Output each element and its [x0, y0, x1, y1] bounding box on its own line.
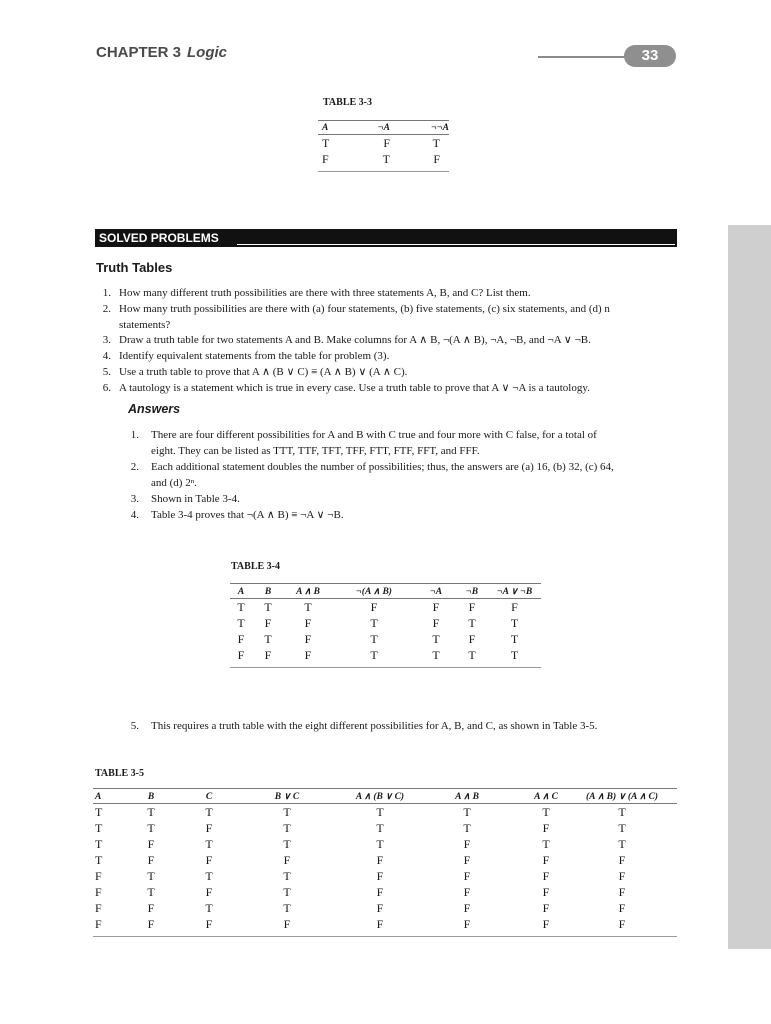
answer-number: 1.: [130, 429, 139, 441]
table-cell: F: [147, 837, 155, 851]
table-cell: F: [147, 901, 155, 915]
answer-item: [121, 427, 681, 459]
table-cell: T: [264, 632, 272, 646]
table-cell: F: [463, 885, 471, 899]
column-header: A ∧ (B ∨ C): [351, 789, 409, 804]
table-cell: F: [618, 869, 626, 883]
problem-number: 4.: [102, 350, 111, 362]
column-header: ¬A: [332, 121, 390, 135]
table-cell: T: [95, 821, 103, 835]
table-cell: F: [284, 647, 332, 668]
table-row: [93, 884, 677, 900]
column-header: ¬(A ∧ B): [332, 584, 416, 599]
table-cell: T: [488, 647, 541, 668]
table-cell: F: [93, 916, 107, 937]
answer-number: 5.: [130, 720, 139, 732]
table-cell: T: [205, 869, 213, 883]
section-title: SOLVED PROBLEMS: [99, 231, 219, 245]
table-row: [93, 900, 677, 916]
table-header-row: [318, 121, 449, 135]
table-cell: T: [95, 805, 103, 819]
table-cell: T: [205, 805, 213, 819]
table-cell: T: [283, 805, 291, 819]
table-cell: F: [283, 853, 291, 867]
table-row: [230, 615, 541, 631]
table-cell: T: [332, 151, 390, 172]
problem-item: [93, 380, 693, 396]
table-cell: F: [463, 869, 471, 883]
column-header: ¬A ∨ ¬B: [488, 584, 541, 599]
table-cell: F: [542, 821, 550, 835]
table-cell: T: [463, 821, 471, 835]
table-cell: T: [468, 616, 476, 630]
table-cell: T: [95, 853, 103, 867]
table-cell: F: [237, 632, 245, 646]
problem-text: A tautology is a statement which is true in every case. Use a truth table to prove that A ∨ ¬A is a tautology.: [119, 382, 590, 394]
table-cell: T: [332, 647, 416, 668]
problem-text: How many different truth possibilities are there with three statements A, B, and C? List them.: [119, 287, 531, 299]
table-cell: F: [376, 853, 384, 867]
table-cell: T: [283, 901, 291, 915]
table-cell: T: [618, 837, 626, 851]
column-header: A: [93, 789, 107, 804]
table-cell: T: [542, 805, 550, 819]
table-3-3-caption: TABLE 3-3: [323, 97, 372, 108]
table-cell: T: [283, 885, 291, 899]
table-cell: F: [107, 916, 195, 937]
answer-item: [121, 718, 681, 734]
problem-text: How many truth possibilities are there with (a) four statements, (b) five statements, (c) six statements, and (d) n: [119, 303, 610, 315]
table-cell: T: [147, 885, 155, 899]
table-cell: F: [205, 885, 213, 899]
column-header: A ∧ C: [525, 789, 567, 804]
table-cell: T: [463, 805, 471, 819]
table-cell: T: [322, 136, 330, 150]
table-cell: T: [376, 805, 384, 819]
table-cell: T: [542, 837, 550, 851]
table-cell: T: [618, 821, 626, 835]
problem-text: Draw a truth table for two statements A and B. Make columns for A ∧ B, ¬(A ∧ B), ¬A, ¬B, and ¬A ∨ ¬B.: [119, 334, 591, 346]
table-row: [93, 916, 677, 937]
table-cell: F: [468, 600, 476, 614]
table-cell: F: [252, 647, 284, 668]
table-cell: F: [409, 916, 525, 937]
table-cell: T: [376, 821, 384, 835]
table-cell: F: [390, 151, 449, 172]
table-row: [93, 820, 677, 836]
column-header: ¬¬A: [390, 121, 449, 135]
table-cell: T: [456, 647, 488, 668]
table-cell: F: [264, 616, 272, 630]
table-3-5: [93, 788, 677, 937]
table-cell: F: [511, 600, 518, 614]
table-cell: F: [463, 837, 471, 851]
table-cell: T: [95, 837, 103, 851]
table-row: [318, 135, 449, 152]
table-cell: F: [525, 916, 567, 937]
table-cell: F: [351, 916, 409, 937]
table-cell: F: [376, 885, 384, 899]
table-cell: F: [223, 916, 351, 937]
table-cell: F: [542, 869, 550, 883]
table-header-row: [230, 584, 541, 599]
table-cell: T: [283, 837, 291, 851]
table-cell: T: [432, 136, 440, 150]
answer-text: This requires a truth table with the eight different possibilities for A, B, and C, as shown in Table 3-5.: [151, 720, 598, 732]
table-cell: F: [376, 869, 384, 883]
table-cell: T: [416, 647, 456, 668]
table-cell: F: [318, 151, 332, 172]
table-cell: F: [468, 632, 476, 646]
problem-text: Use a truth table to prove that A ∧ (B ∨ C) ≡ (A ∧ B) ∨ (A ∧ C).: [119, 366, 408, 378]
answer-text: Shown in Table 3-4.: [151, 493, 240, 505]
table-3-5-caption: TABLE 3-5: [95, 768, 144, 779]
problem-item: [93, 348, 693, 364]
table-row: [318, 151, 449, 172]
table-cell: F: [618, 853, 626, 867]
table-row: [230, 647, 541, 668]
subheading: Truth Tables: [96, 260, 173, 275]
table-row: [93, 804, 677, 821]
answer-text: and (d) 2ⁿ.: [151, 477, 197, 489]
answer-number: 4.: [130, 509, 139, 521]
table-cell: F: [95, 885, 102, 899]
table-cell: T: [147, 805, 155, 819]
table-row: [93, 852, 677, 868]
table-cell: T: [237, 600, 245, 614]
column-header: C: [195, 789, 223, 804]
table-cell: T: [205, 901, 213, 915]
table-cell: T: [370, 616, 378, 630]
table-cell: F: [463, 901, 471, 915]
page-number: 33: [624, 45, 676, 67]
answers-heading: Answers: [128, 402, 181, 416]
column-header: A ∧ B: [284, 584, 332, 599]
answer-number: 2.: [130, 461, 139, 473]
problem-item: [93, 285, 693, 301]
problem-number: 5.: [102, 366, 111, 378]
table-cell: T: [205, 837, 213, 851]
table-cell: F: [567, 916, 677, 937]
table-cell: T: [376, 837, 384, 851]
column-header: ¬A: [416, 584, 456, 599]
table-cell: F: [376, 901, 384, 915]
table-cell: T: [370, 632, 378, 646]
answer-item: [121, 491, 681, 507]
table-cell: F: [95, 869, 102, 883]
table-cell: F: [147, 853, 155, 867]
table-cell: T: [432, 632, 440, 646]
table-cell: F: [95, 901, 102, 915]
column-header: A ∧ B: [409, 789, 525, 804]
table-cell: T: [264, 600, 272, 614]
problem-item: [93, 364, 693, 380]
problem-number: 1.: [102, 287, 111, 299]
table-row: [230, 631, 541, 647]
table-cell: T: [237, 616, 245, 630]
running-header: [96, 44, 227, 61]
section-banner: [95, 229, 677, 247]
table-cell: F: [383, 136, 390, 150]
table-3-4-caption: TABLE 3-4: [231, 561, 280, 572]
table-cell: T: [304, 600, 312, 614]
table-cell: F: [432, 616, 440, 630]
problem-item: [93, 332, 693, 348]
answer-text: Table 3-4 proves that ¬(A ∧ B) ≡ ¬A ∨ ¬B.: [151, 509, 344, 521]
table-row: [93, 836, 677, 852]
table-header-row: [93, 789, 677, 804]
problem-number: 2.: [102, 303, 111, 315]
table-cell: T: [283, 869, 291, 883]
table-cell: F: [542, 885, 550, 899]
answer-text: There are four different possibilities for A and B with C true and four more with C false, for a total of: [151, 429, 597, 441]
table-cell: F: [370, 600, 378, 614]
table-cell: F: [230, 647, 252, 668]
table-cell: F: [618, 885, 626, 899]
problem-text: statements?: [119, 319, 171, 331]
table-3-4: [230, 583, 541, 668]
table-row: [230, 599, 541, 616]
column-header: A: [318, 121, 332, 135]
problem-item: [93, 301, 693, 333]
problem-number: 3.: [102, 334, 111, 346]
column-header: B: [252, 584, 284, 599]
table-row: [93, 868, 677, 884]
table-cell: F: [205, 821, 213, 835]
table-3-3: [318, 120, 449, 172]
answer-item: [121, 507, 681, 523]
answer-item: [121, 459, 681, 491]
column-header: (A ∧ B) ∨ (A ∧ C): [567, 789, 677, 804]
header-rule: [538, 56, 638, 58]
problem-text: Identify equivalent statements from the table for problem (3).: [119, 350, 390, 362]
table-cell: F: [304, 616, 312, 630]
table-cell: T: [510, 632, 519, 646]
table-cell: F: [195, 916, 223, 937]
table-cell: F: [618, 901, 626, 915]
table-cell: F: [542, 853, 550, 867]
table-cell: F: [463, 853, 471, 867]
table-cell: T: [147, 869, 155, 883]
column-header: A: [230, 584, 252, 599]
chapter-subject: Logic: [187, 44, 228, 61]
table-cell: T: [147, 821, 155, 835]
answer-text: eight. They can be listed as TTT, TTF, TFT, TFF, FTT, FTF, FFT, and FFF.: [151, 445, 480, 457]
column-header: B ∨ C: [223, 789, 351, 804]
table-cell: F: [432, 600, 440, 614]
column-header: B: [107, 789, 195, 804]
table-cell: T: [510, 616, 519, 630]
problem-number: 6.: [102, 382, 111, 394]
chapter-label: CHAPTER 3: [96, 44, 182, 61]
column-header: ¬B: [456, 584, 488, 599]
answer-number: 3.: [130, 493, 139, 505]
table-cell: F: [304, 632, 312, 646]
table-cell: T: [283, 821, 291, 835]
table-cell: T: [618, 805, 626, 819]
answer-text: Each additional statement doubles the number of possibilities; thus, the answers are (a) 16, (b) 32, (c) 64,: [151, 461, 614, 473]
page-edge-tab: [728, 225, 771, 949]
table-cell: F: [542, 901, 550, 915]
table-cell: F: [205, 853, 213, 867]
